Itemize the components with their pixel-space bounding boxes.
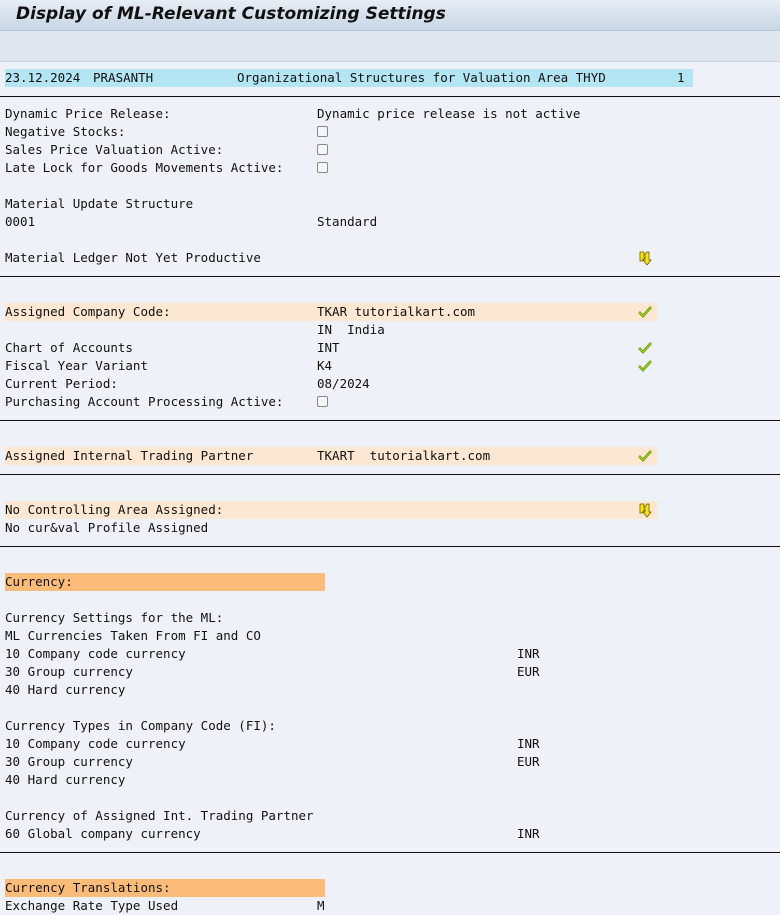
- cur-val-profile-label: No cur&val Profile Assigned: [5, 520, 209, 535]
- ml-currency-row-label: 30 Group currency: [5, 664, 133, 679]
- report-user: PRASANTH: [93, 70, 154, 85]
- report-area: [0, 62, 780, 913]
- divider: [0, 546, 780, 547]
- green-checkmark-icon: [637, 448, 653, 464]
- ml-currency-row-value: INR: [517, 646, 540, 661]
- current-period-value: 08/2024: [317, 376, 370, 391]
- divider: [0, 276, 780, 277]
- green-checkmark-icon: [637, 358, 653, 374]
- ml-currency-row-label: 10 Company code currency: [5, 646, 186, 661]
- late-lock-label: Late Lock for Goods Movements Active:: [5, 160, 284, 175]
- purchasing-account-label: Purchasing Account Processing Active:: [5, 394, 284, 409]
- report-title: Organizational Structures for Valuation Area THYD: [237, 70, 606, 85]
- trading-partner-value: TKART tutorialkart.com: [317, 448, 491, 463]
- dynamic-price-value: Dynamic price release is not active: [317, 106, 581, 121]
- divider: [0, 474, 780, 475]
- trading-partner-label: Assigned Internal Trading Partner: [5, 448, 254, 463]
- ml-currency-row-label: 40 Hard currency: [5, 682, 126, 697]
- fiscal-year-variant-label: Fiscal Year Variant: [5, 358, 148, 373]
- negative-stocks-checkbox: [317, 126, 328, 137]
- fi-currency-types-label: Currency Types in Company Code (FI):: [5, 718, 276, 733]
- ml-currency-row-value: EUR: [517, 664, 540, 679]
- report-date: 23.12.2024: [5, 70, 81, 85]
- fi-currency-row-label: 30 Group currency: [5, 754, 133, 769]
- chart-of-accounts-label: Chart of Accounts: [5, 340, 133, 355]
- window-title: Display of ML-Relevant Customizing Settings: [16, 4, 446, 24]
- fi-currency-row-label: 40 Hard currency: [5, 772, 126, 787]
- fi-currency-row-value: EUR: [517, 754, 540, 769]
- dynamic-price-label: Dynamic Price Release:: [5, 106, 171, 121]
- chart-of-accounts-value: INT: [317, 340, 340, 355]
- report-page-number: 1: [677, 70, 685, 85]
- exchange-rate-type-label: Exchange Rate Type Used: [5, 898, 179, 913]
- green-checkmark-icon: [637, 304, 653, 320]
- company-country: IN India: [317, 322, 385, 337]
- ml-currency-settings-label: Currency Settings for the ML:: [5, 610, 224, 625]
- currency-section-label: Currency:: [5, 574, 73, 589]
- assigned-company-code-label: Assigned Company Code:: [5, 304, 171, 319]
- controlling-area-label: No Controlling Area Assigned:: [5, 502, 224, 517]
- material-update-structure-value: Standard: [317, 214, 378, 229]
- fiscal-year-variant-value: K4: [317, 358, 333, 373]
- exchange-rate-type-value: M: [317, 898, 325, 913]
- partner-currency-row-value: INR: [517, 826, 540, 841]
- green-checkmark-icon: [637, 340, 653, 356]
- current-period-label: Current Period:: [5, 376, 118, 391]
- material-update-structure-code: 0001: [5, 214, 36, 229]
- late-lock-checkbox: [317, 162, 328, 173]
- material-update-structure-label: Material Update Structure: [5, 196, 194, 211]
- partner-currency-row-label: 60 Global company currency: [5, 826, 201, 841]
- fi-currency-row-value: INR: [517, 736, 540, 751]
- sales-price-valuation-checkbox: [317, 144, 328, 155]
- ml-not-productive-label: Material Ledger Not Yet Productive: [5, 250, 261, 265]
- ml-currency-source-label: ML Currencies Taken From FI and CO: [5, 628, 261, 643]
- negative-stocks-label: Negative Stocks:: [5, 124, 126, 139]
- title-bar: [0, 0, 780, 31]
- translations-section-label: Currency Translations:: [5, 880, 171, 895]
- warning-lightning-icon: [637, 502, 653, 518]
- assigned-company-code-value: TKAR tutorialkart.com: [317, 304, 476, 319]
- purchasing-account-checkbox: [317, 396, 328, 407]
- warning-lightning-icon: [637, 250, 653, 266]
- partner-currency-label: Currency of Assigned Int. Trading Partner: [5, 808, 314, 823]
- divider: [0, 96, 780, 97]
- fi-currency-row-label: 10 Company code currency: [5, 736, 186, 751]
- divider: [0, 420, 780, 421]
- sales-price-valuation-label: Sales Price Valuation Active:: [5, 142, 224, 157]
- application-toolbar: [0, 31, 780, 62]
- divider: [0, 852, 780, 853]
